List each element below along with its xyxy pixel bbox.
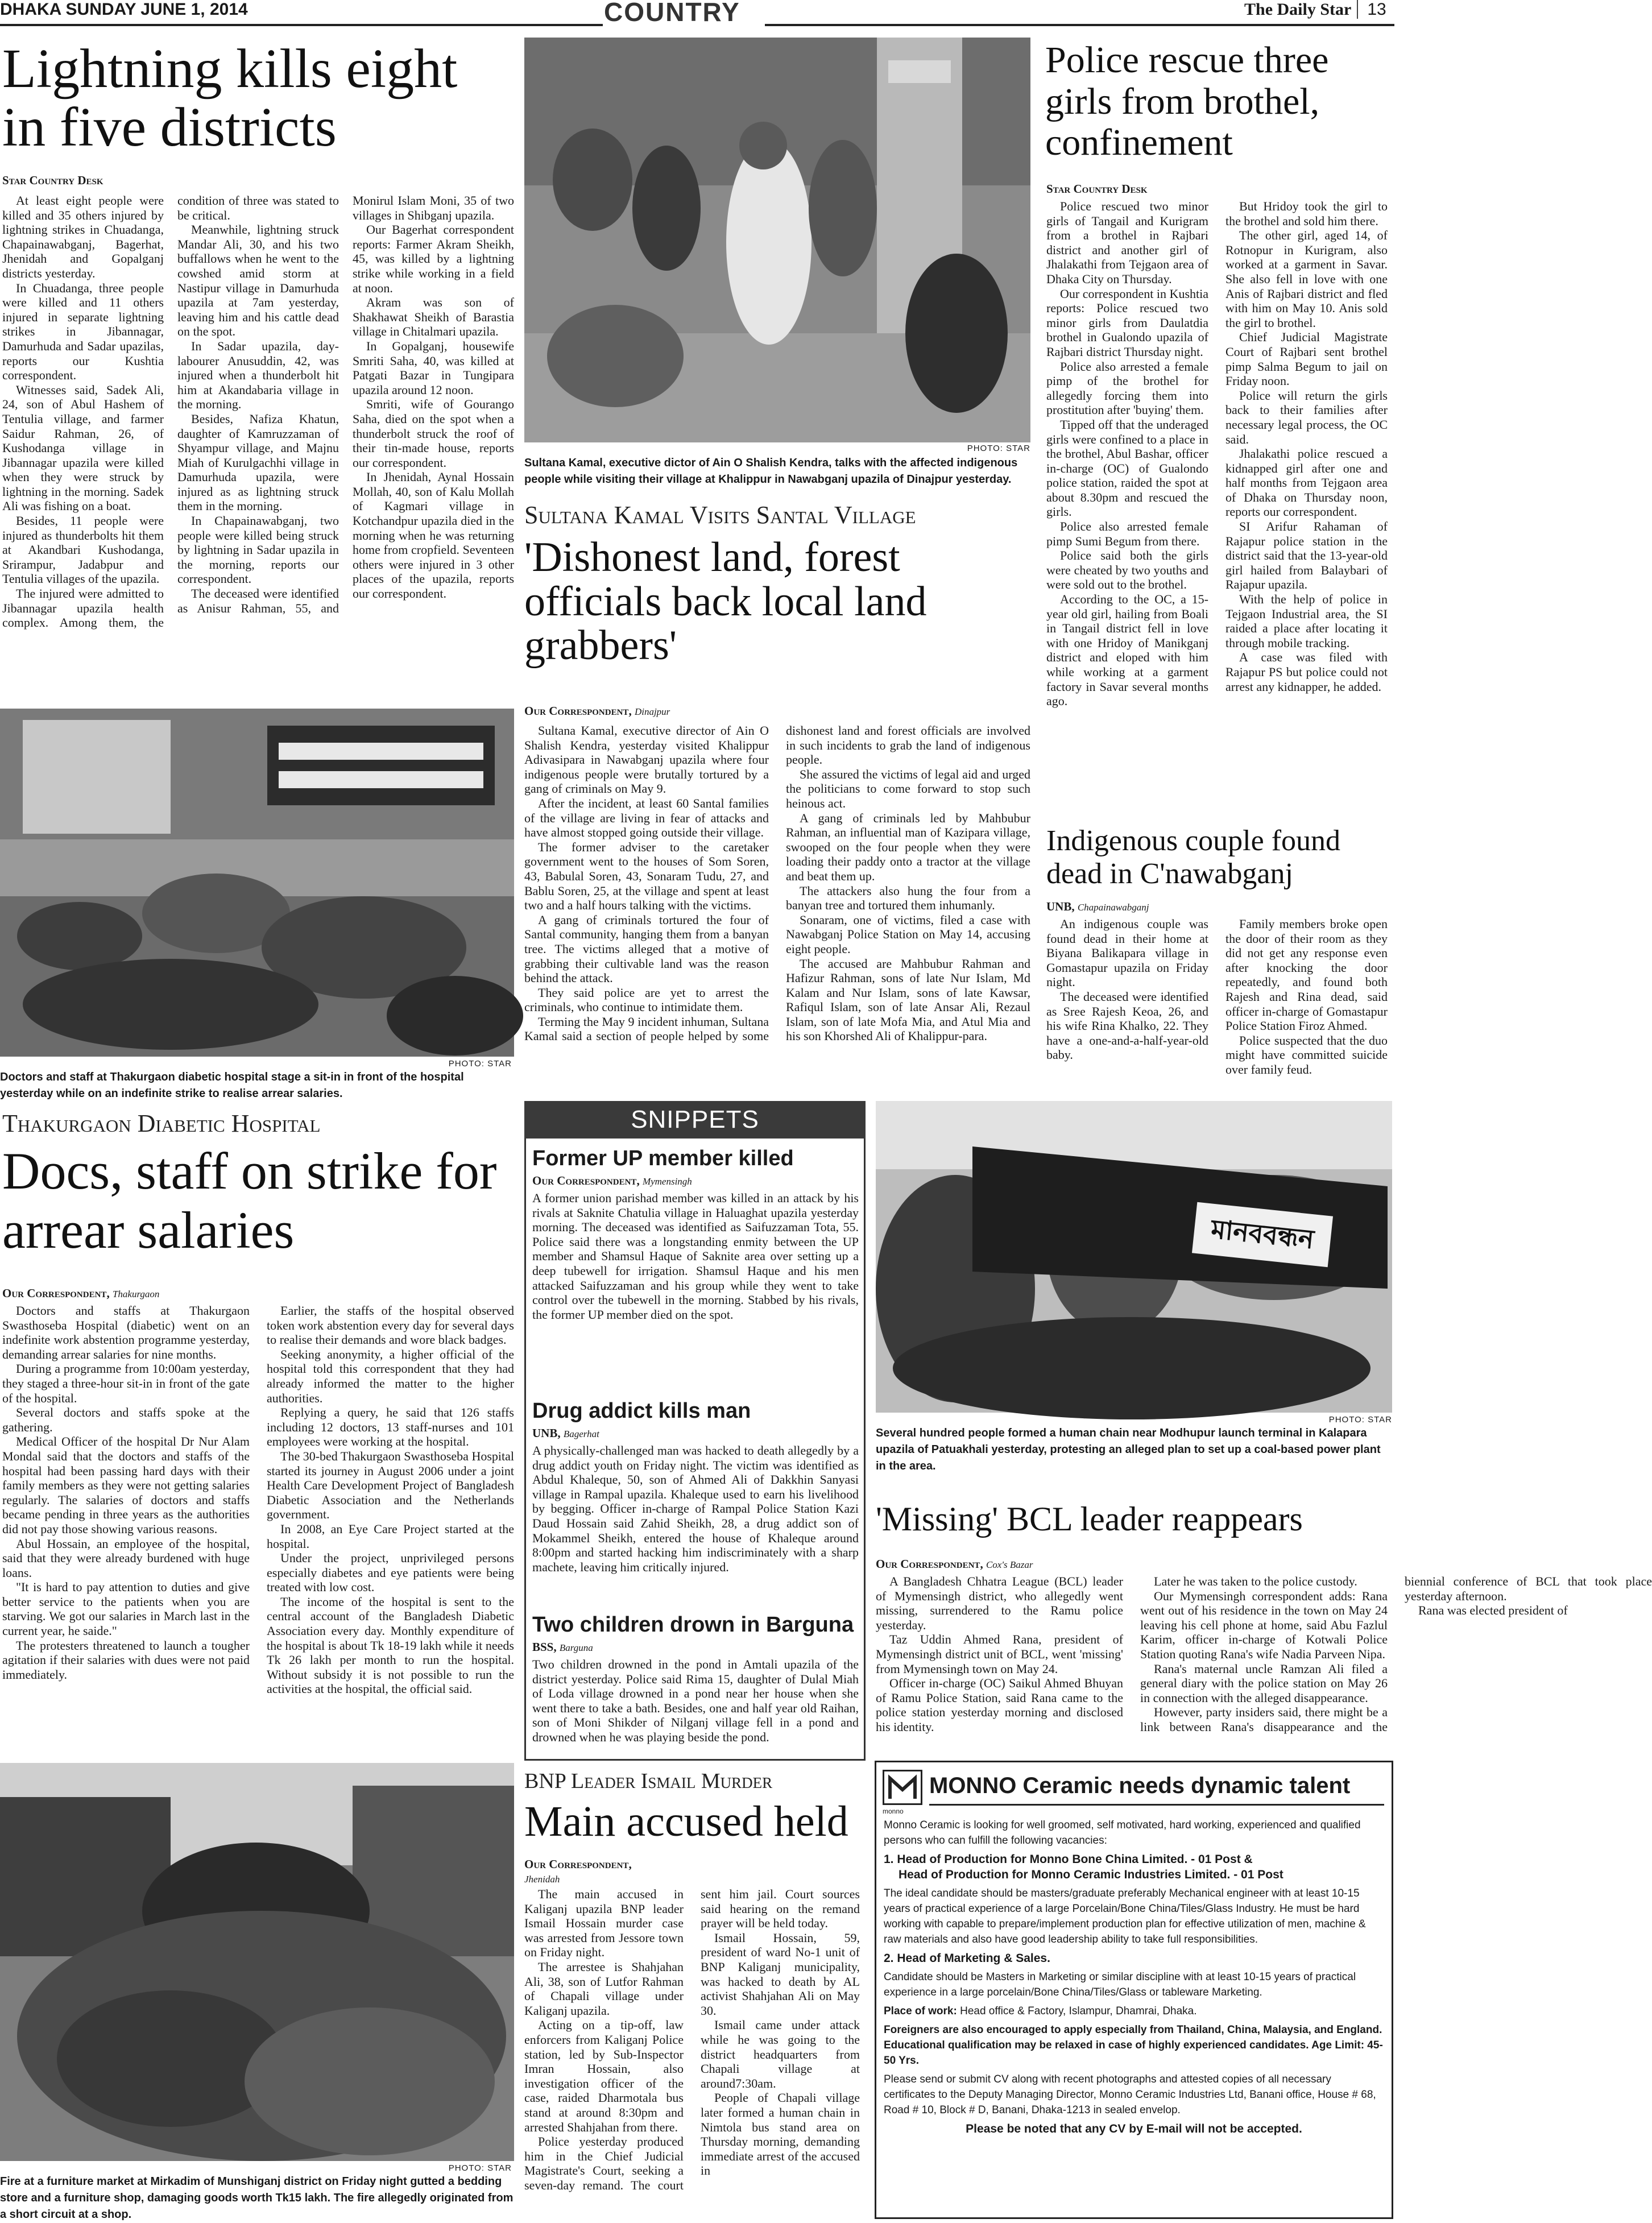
monno-logo-icon [884, 1771, 921, 1803]
snippet-headline: Former UP member killed [532, 1146, 794, 1170]
snippets-banner: SNIPPETS [524, 1101, 866, 1139]
hospital-sit-in-photo [0, 709, 514, 1057]
docs-strike-headline: Docs, staff on strike for arrear salaries [2, 1142, 497, 1259]
police-rescue-body: Police rescued two minor girls of Tangail and Kurigram from a brothel in Rajbari district and another girl of Jhalakathi from Tejgaon area of Dhaka City on Thursday. Our correspondent in Kushtia reports: Police rescued two minor girls from Daulatdia brothel in Gualondo upazila of Rajbari district Thursday night. Police also arrested a female pimp of the brothel for allegedly forcing them into prostitution after 'buying' them. Tipped off that the underaged girls were confined to a place in the brothel, Abul Bashar, officer in-charge (OC) of Gualondo police station, raided the spot at about 8.30pm and rescued the girls. Police also arrested female pimp Sumi Begum from there. Police said both the girls were cheated by two youths and were sold out to the brothel. According to the OC, a 15-year old girl, hailing from Boali in Tangail district fell in love with one Hridoy of Manikganj district and eloped with him while working at a garment factory in Savar several months ago. But Hridoy took the girl to the brothel and sold him there. The other girl, aged 14, of Rotnopur in Kurigram, also worked at a garment in Savar. She also fell in love with one Anis of Rajbari district and fled with him on May 10. Anis sold the girl to brothel. Chief Judicial Magistrate Court of Rajbari sent brothel pimp Salma Begum to jail on Friday noon. Police will return the girls back to their families after necessary legal process, the OC said. Jhalakathi police rescued a kidnapped girl after one and half months from Tejgaon area of Dhaka on Thursday noon, reports our correspondent. SI Arifur Rahaman of Rajapur police station in the district said that the 13-year-old girl hailed from Balaybari of Rajapur upazila. With the help of police in Tejgaon Industrial area, the SI raided a place after locating it through mobile tracking. A case was filed with Rajapur PS but police could not arrest any kidnapper, he added. [1046, 199, 1388, 709]
fire-photo-credit: PHOTO: STAR [448, 2163, 512, 2173]
bnp-murder-body: The main accused in Kaliganj upazila BNP leader Ismail Hossain murder case was arrested from Jessore town on Friday night. The arrestee is Shahjahan Ali, 38, son of Lutfor Rahman of Chapali village under Kaliganj upazila. Acting on a tip-off, law enforcers from Kaliganj Police station, led by Sub-Inspector Imran Hossain, also investigation officer of the case, raided Dharmotala bus stand at around 8:30pm and arrested Shahjahan from there. Police yesterday produced him in the Chief Judicial Magistrate's Court, seeking a seven-day remand. The court sent him jail. Court sources said hearing on the remand prayer will be held today. Ismail Hossain, 59, president of ward No-1 unit of BNP Kaliganj municipality, was hacked to death by AL activist Shahjahan Ali on May 30. Ismail came under attack while he was going to the district headquarters from Chapali village at around7:30am. People of Chapali village later formed a human chain in Nimtola bus stand area on Thursday morning, demanding immediate arrest of the accused in [524, 1887, 860, 2192]
lightning-byline: Star Country Desk [2, 173, 103, 187]
indigenous-couple-headline: Indigenous couple found dead in C'nawabganj [1046, 825, 1341, 891]
monno-logo [883, 1770, 922, 1805]
dishonest-byline: Our Correspondent, Dinajpur [524, 704, 670, 718]
police-rescue-headline: Police rescue three girls from brothel, confinement [1045, 39, 1329, 164]
docs-strike-kicker: Thakurgaon Diabetic Hospital [2, 1110, 321, 1137]
hospital-photo-credit: PHOTO: STAR [448, 1059, 512, 1069]
dishonest-headline: 'Dishonest land, forest officials back local land grabbers' [524, 534, 927, 669]
furniture-fire-photo [0, 1763, 514, 2161]
snippet-byline: UNB, Bagerhat [532, 1426, 599, 1440]
human-chain-photo [876, 1101, 1392, 1413]
dateline: DHAKA SUNDAY JUNE 1, 2014 [0, 0, 248, 19]
bnp-murder-headline: Main accused held [524, 1798, 848, 1845]
indigenous-couple-body: An indigenous couple was found dead in their home at Biyana Balikapara village in Gomastapur upazila on Friday night. The deceased were identified as Sree Rajesh Keoa, 26, and his wife Rina Khalko, 22. They have a one-and-a-half-year-old baby. Family members broke open the door of their room as they did not get any response even after knocking the door repeatedly, and found both Rajesh and Rina dead, said officer in-charge of Gomastapur Police Station Firoz Ahmed. Police suspected that the duo might have committed suicide over family feud. [1046, 917, 1388, 1077]
snippet-byline: Our Correspondent, Mymensingh [532, 1174, 692, 1187]
ad-title-rule [929, 1804, 1384, 1806]
snippet-byline: BSS, Barguna [532, 1640, 593, 1654]
lightning-body: At least eight people were killed and 35 others injured by lightning strikes in Chuadanga, Chapainawabganj, Bagerhat, Jhenidah and Gopalganj districts yesterday. In Chuadanga, three people were killed and 11 others injured in separate lightning strikes in Jibannagar, Damurhuda and Sadar upazilas, reports our Kushtia correspondent. Witnesses said, Sadek Ali, 24, son of Abul Hashem of Tentulia village, and farmer Saidur Rahman, 26, of Kushodanga village in Jibannagar upazila were killed when they were struck by lightning in the morning. Sadek Ali was fishing on a boat. Besides, 11 people were injured as thunderbolts hit them at Akandbari Kushodanga, Srirampur, Jadabpur and Tentulia villages of the upazila. The injured were admitted to Jibannagar upazila health complex. Among them, the condition of three was stated to be critical. Meanwhile, lightning struck Mandar Ali, 30, and his two buffallows when he went to the cowshed amid storm at Nastipur village in Damurhuda upazila at 7am yesterday, leaving him and his cattle dead on the spot. In Sadar upazila, day-labourer Anusuddin, 42, was injured when a thunderbolt hit him at Akandabaria village in the morning. Besides, Nafiza Khatun, daughter of Kamruzzaman of Shyampur village, and Majnu Miah of Kurulgachhi village in Damurhuda upazila, were injured as as lightning struck them in the morning. In Chapainawabganj, two people were killed being struck by lightning in Sadar upazila in the morning, reports our correspondent. The deceased were identified as Anisur Rahman, 55, and Monirul Islam Moni, 35 of two villages in Shibganj upazila. Our Bagerhat correspondent reports: Farmer Akram Sheikh, 45, was killed by a lightning strike while working in a field at noon. Akram was son of Shakhawat Sheikh of Barastia village in Chitalmari upazila. In Gopalganj, housewife Smriti Saha, 40, was killed at Patgati Bazar in Tungipara upazila around 12 noon. Smriti, wife of Gourango Saha, died on the spot when a thunderbolt struck the roof of their tin-made house, reports our correspondent. In Jhenidah, Aynal Hossain Mollah, 40, son of Kalu Mollah of Kagmari village in Kotchandpur upazila died in the morning when he was returning home from cropfield. Seventeen others were injured in 3 other places of the upazila, reports our correspondent. [2, 193, 514, 630]
monno-logo-text: monno [883, 1807, 904, 1815]
ad-body: Monno Ceramic is looking for well groomed, self motivated, hard working, experienced and qualified persons who can fulfill the following vacancies: 1. Head of Production for Monno Bone China Limited. - 01 Post & Head of Production for Monno Ceramic Industries Limited. - 01 Post The ideal candidate should be masters/graduate preferably Mechanical engineer with at least 10-15 years of practical experience of a large Porcelain/Bone China/Tiles/Glass Industry. He must be hard working with capable to prepare/implement production plan for effective utilization of men, machine & raw materials and also have good leadership ability to take full responsibilities. 2. Head of Marketing & Sales. Candidate should be Masters in Marketing or similar discipline with at least 10-15 years of practical experience in a large porcelain/Bone China/Tiles/Glass or tableware Marketing. Place of work: Head office & Factory, Islampur, Dhamrai, Dhaka. Foreigners are also encouraged to apply especially from Thailand, China, Malaysia, and England. Educational qualification may be relaxed in case of highly experienced candidates. Age Limit: 45-50 Yrs. Please send or submit CV along with recent photographs and attested copies of all necessary certificates to the Deputy Managing Director, Monno Ceramic Industries Ltd, Banani office, House # 68, Road # 10, Block # D, Banani, Dhaka-1213 in sealed envelop. Please be noted that any CV by E-mail will not be accepted. [884, 1819, 1383, 2135]
docs-strike-byline: Our Correspondent, Thakurgaon [2, 1286, 160, 1300]
page-number: 13 [1357, 0, 1386, 19]
dishonest-kicker: Sultana Kamal Visits Santal Village [524, 501, 916, 529]
missing-bcl-body: A Bangladesh Chhatra League (BCL) leader of Mymensingh district, who allegedly went missing, surrendered to the Ramu police yesterday. Taz Uddin Ahmed Rana, president of Mymensingh district unit of BCL, went 'missing' from Mymensingh town on May 24. Officer in-charge (OC) Saikul Ahmed Bhuyan of Ramu Police Station, said Rana came to the police station yesterday morning and disclosed his identity. Later he was taken to the police custody. Our Mymensingh correspondent adds: Rana went out of his residence in the town on May 24 leaving his cell phone at home, said Abu Fazlul Karim, officer in-charge of Kotwali Police Station quoting Rana's wife Nadia Parveen Nipa. Rana's maternal uncle Ramzan Ali filed a general diary with the police station on May 26 in connection with the alleged disappearance. However, party insiders said, there might be a link between Rana's disappearance and the biennial conference of BCL that took place yesterday afternoon. Rana was elected president of [876, 1574, 1652, 1734]
santal-photo-caption: Sultana Kamal, executive dictor of Ain O Shalish Kendra, talks with the affected indigenous people while visiting their village at Khalippur in Nawabganj upazila of Dinajpur yesterday. [524, 457, 1018, 486]
snippet-text: A physically-challenged man was hacked to death allegedly by a drug addict youth on Friday night. The victim was identified as Abdul Khaleque, 50, son of Ahmed Ali of Dakkhin Sanyasi village in Rampal upazila. Khaleque used to earn his livelihood by begging. Officer in-charge of Rampal Police Station Kazi Daud Hossain said Zahid Sheikh, 28, a drug addict son of Mokammel Sheikh, entered the house of Khaleque around 8:00pm and started hacking him indiscriminately with a sharp machete, leaving him critically injured. [532, 1443, 859, 1574]
bnp-murder-byline: Our Correspondent, Jhenidah [524, 1857, 632, 1885]
police-rescue-byline: Star Country Desk [1046, 182, 1148, 196]
bnp-murder-kicker: BNP Leader Ismail Murder [524, 1769, 773, 1793]
paper-name: The Daily Star 13 [1244, 0, 1386, 19]
santal-village-photo [524, 38, 1030, 442]
indigenous-couple-byline: UNB, Chapainawabganj [1046, 900, 1149, 913]
masthead-rule-right [765, 24, 1394, 26]
section-title: COUNTRY [604, 0, 740, 27]
docs-strike-body: Doctors and staffs at Thakurgaon Swasthoseba Hospital (diabetic) went on an indefinite work abstention programme yesterday, demanding arrear salaries for nine months. During a programme from 10:00am yesterday, they staged a three-hour sit-in in front of the gate of the hospital. Several doctors and staffs spoke at the gathering. Medical Officer of the hospital Dr Nur Alam Mondal said that the doctors and staffs of the hospital had been passing hard days with their family members as they were not getting salaries regularly. The salaries of doctors and staffs became pending in three years as the authorities did not pay those showing various reasons. Abul Hossain, an employee of the hospital, said that they were already burdened with huge loans. "It is hard to pay attention to duties and give better service to the patients when you are starving. We got our salaries in March last in the current year, he saide." The protesters threatened to launch a tougher agitation if their salaries with dues were not paid immediately. Earlier, the staffs of the hospital observed token work abstention every day for several days to realise their demands and wore black badges. Seeking anonymity, a higher official of the hospital told this correspondent that they had already informed the matter to the higher authorities. Replying a query, he said that 126 staffs including 12 doctors, 13 staff-nurses and 101 employees were working at the hospital. The 30-bed Thakurgaon Swasthoseba Hospital started its journey in August 2006 under a joint Health Care Development Project of Bangladesh Diabetic Association and the Netherlands government. In 2008, an Eye Care Project started at the hospital. Under the project, unprivileged persons especially diabetes and eye patients were being treated with low cost. The income of the hospital is sent to the central account of the Bangladesh Diabetic Association every day. Monthly expenditure of the hospital is about Tk 18-19 lakh while it needs Tk 26 lakh per month to run the hospital. Without subsidy it is not possible to run the activities at the hospital, the official said. [2, 1303, 514, 1696]
missing-bcl-byline: Our Correspondent, Cox's Bazar [876, 1557, 1033, 1571]
fire-photo-caption: Fire at a furniture market at Mirkadim of Munshiganj district on Friday night gutted a bedding store and a furniture shop, damaging goods worth Tk15 lakh. The fire allegedly originated from a short circuit at a shop. [0, 2175, 514, 2221]
snippet-text: Two children drowned in the pond in Amtali upazila of the district yesterday. Police said Rima 15, daughter of Dulal Miah of Loda village drowned in a pond near her house when she went there to take a bath. Besides, one and half year old Raihan, son of Moni Shikder of Nilganj village fell in a pond and drowned when he was playing beside the pond. [532, 1657, 859, 1744]
lightning-headline: Lightning kills eight in five districts [2, 38, 458, 158]
human-chain-photo-credit: PHOTO: STAR [1328, 1415, 1392, 1425]
snippet-headline: Drug addict kills man [532, 1399, 751, 1423]
snippet-headline: Two children drown in Barguna [532, 1613, 854, 1637]
ad-title: MONNO Ceramic needs dynamic talent [929, 1773, 1351, 1798]
hospital-photo-caption: Doctors and staff at Thakurgaon diabetic hospital stage a sit-in in front of the hospital yesterday while on an indefinite strike to realise arrear salaries. [0, 1071, 464, 1100]
missing-bcl-headline: 'Missing' BCL leader reappears [876, 1500, 1303, 1538]
santal-photo-credit: PHOTO: STAR [967, 444, 1030, 453]
human-chain-photo-caption: Several hundred people formed a human chain near Modhupur launch terminal in Kalapara upazila of Patuakhali yesterday, protesting an alleged plan to set up a coal-based power plant in the area. [876, 1427, 1381, 1472]
snippet-text: A former union parishad member was killed in an attack by his rivals at Saknite Chatulia village in Haluaghat upazila yesterday morning. The deceased was identified as Saifuzzaman Tota, 55. Police said there was a longstanding enmity between the UP member and Shamsul Haque of Saknite area over setting up a deep tubewell for irrigation. Shamsul Haque and his men attacked Saifuzzaman and his group while they went to take control over the tubewell in the morning. Stabbed by his rivals, the former UP member died on the spot. [532, 1191, 859, 1322]
human-chain-banner-text: মানববন্ধন [1210, 1213, 1316, 1255]
masthead-rule-left [0, 24, 603, 26]
dishonest-body: Sultana Kamal, executive director of Ain O Shalish Kendra, yesterday visited Khalippur Adivasipara in Nawabganj upazila where four indigenous people were brutally tortured by a gang of criminals on May 9. After the incident, at least 60 Santal families of the village are living in fear of attacks and have almost stopped going outside their village. The former adviser to the caretaker government went to the houses of Som Soren, 43, Babulal Soren, 43, Sonaram Tudu, 27, and Bablu Soren, 25, at the village and spent at least two and a half hours talking with the victims. A gang of criminals tortured the four of Santal community, hanging them from a banyan tree. The victims alleged that a motive of grabbing their cultivable land was the reason behind the attack. They said police are yet to arrest the criminals, who continue to intimidate them. Terming the May 9 incident inhuman, Sultana Kamal said a section of people helped by some dishonest land and forest officials are involved in such incidents to grab the land of indigenous people. She assured the victims of legal aid and urged the politicians to come forward to stop such heinous act. A gang of criminals led by Mahbubur Rahman, an influential man of Kazipara village, swooped on the four people when they were loading their paddy onto a tractor at the village and beat them up. The attackers also hung the four from a banyan tree and tortured them inhumanly. Sonaram, one of victims, filed a case with Nawabganj Police Station on May 14, accusing eight people. The accused are Mahbubur Rahman and Hafizur Rahman, sons of late Nur Islam, Md Kalam and Nur Islam, sons of late Kawsar, Rafiqul Islam, son of late Ansar Ali, Rezaul Islam, son of late Mofa Mia, and Atul Mia and his son Khorshed Ali of Khalippur-para. [524, 723, 1030, 1044]
